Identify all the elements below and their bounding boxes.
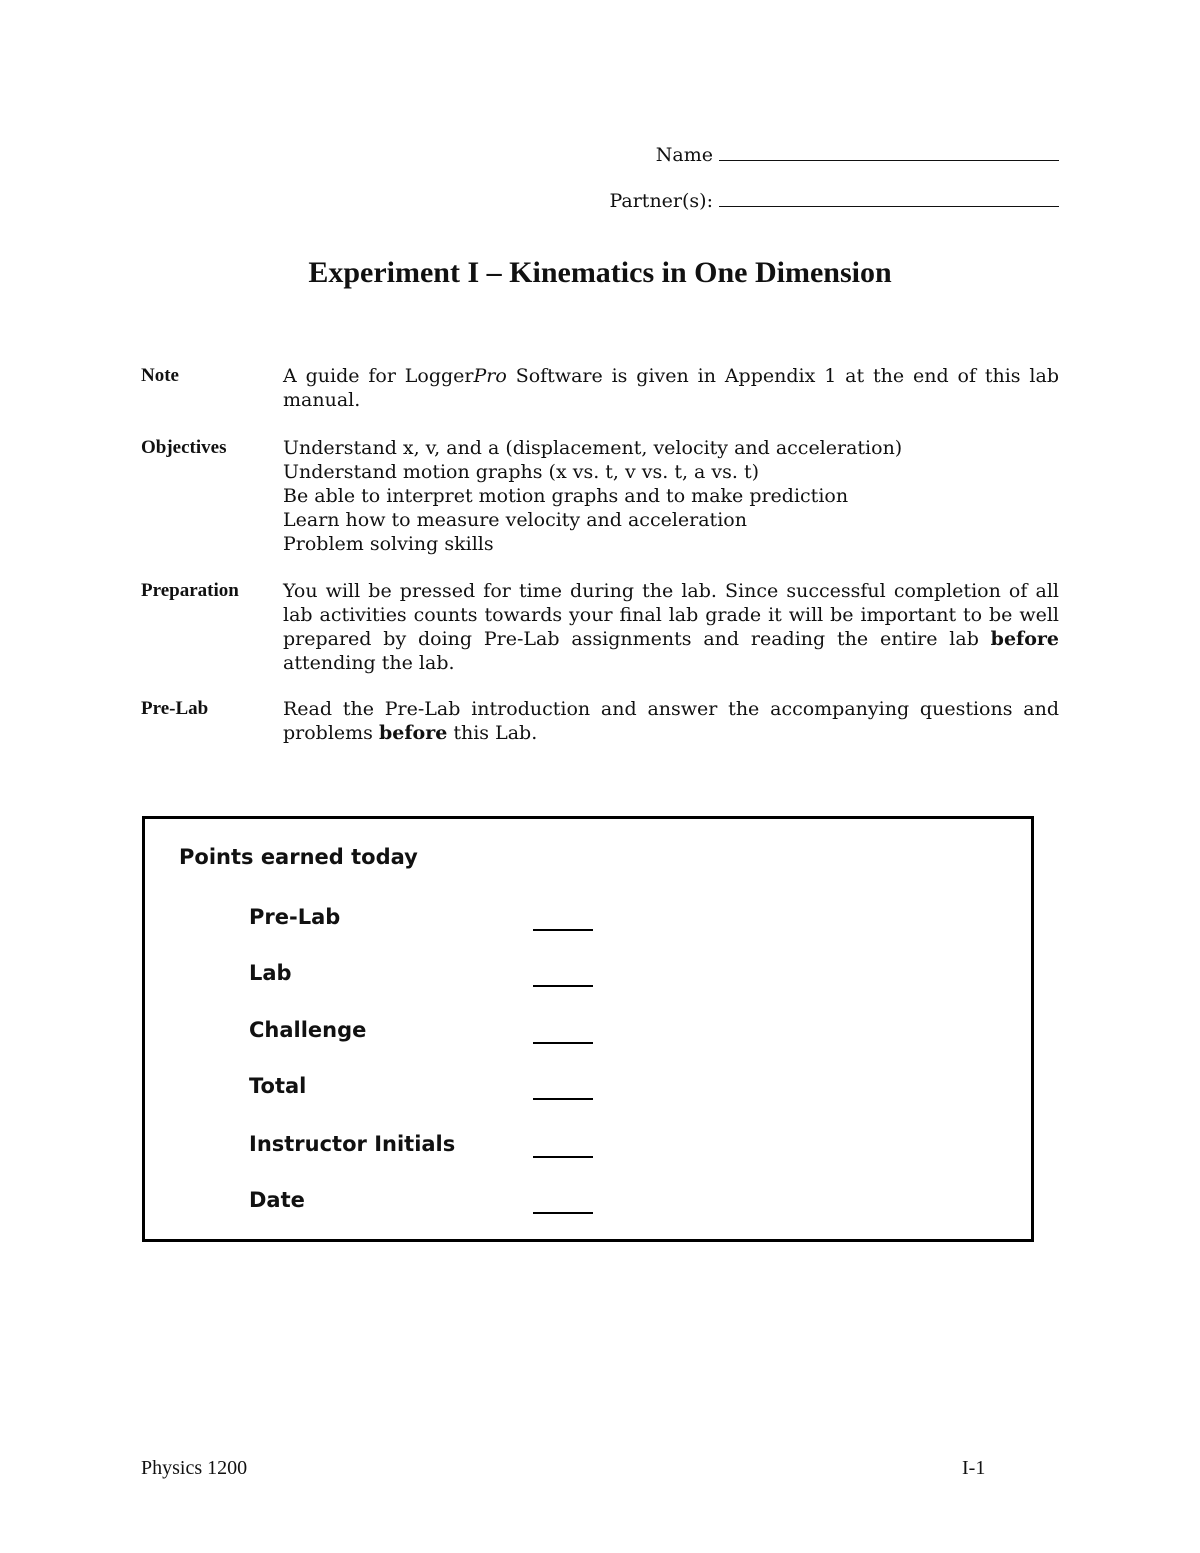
objective-item: Understand motion graphs (x vs. t, v vs. t, a vs. t) <box>283 461 760 483</box>
note-text-a: A guide for Logger <box>283 365 474 387</box>
points-row-label: Total <box>249 1074 307 1098</box>
section-label-note: Note <box>141 365 179 386</box>
section-note <box>141 364 1059 412</box>
partners-blank-line[interactable] <box>719 188 1059 207</box>
section-body-note <box>283 364 1059 412</box>
note-text-b: Software is given in Appendix 1 at the end of this lab manual. <box>283 365 1060 411</box>
points-row-prelab <box>249 905 649 935</box>
section-body-objectives <box>283 436 1059 556</box>
name-field[interactable] <box>656 142 1059 166</box>
page-title: Experiment I – Kinematics in One Dimension <box>308 256 892 289</box>
points-box <box>142 816 1034 1242</box>
section-label-prelab: Pre-Lab <box>141 698 209 719</box>
points-row-label: Lab <box>249 961 292 985</box>
section-body-preparation <box>283 579 1059 675</box>
name-blank-line[interactable] <box>719 142 1059 161</box>
points-row-label: Date <box>249 1188 305 1212</box>
points-row-label: Pre-Lab <box>249 905 341 929</box>
preparation-text-b: attending the lab. <box>283 652 455 674</box>
section-objectives <box>141 436 1059 556</box>
preparation-text-a: You will be pressed for time during the lab. Since successful completion of all lab activities counts towards your final lab grade it will be important to be well prepared by doing Pre-Lab assignments and reading the entire lab <box>283 580 1059 650</box>
points-blank-line[interactable] <box>533 1156 593 1158</box>
section-preparation <box>141 579 1059 675</box>
section-body-prelab <box>283 697 1059 745</box>
objective-item: Understand x, v, and a (displacement, velocity and acceleration) <box>283 437 903 459</box>
points-row-date <box>249 1188 649 1218</box>
partners-label: Partner(s): <box>609 190 713 212</box>
points-row-challenge <box>249 1018 649 1048</box>
footer-course: Physics 1200 <box>141 1457 248 1479</box>
section-label-objectives: Objectives <box>141 437 227 458</box>
objective-item: Problem solving skills <box>283 533 494 555</box>
name-label: Name <box>655 144 713 166</box>
points-row-lab <box>249 961 649 991</box>
note-text-italic: Pro <box>473 365 507 387</box>
prelab-text-bold: before <box>378 722 448 744</box>
points-row-label: Instructor Initials <box>249 1132 456 1156</box>
points-blank-line[interactable] <box>533 929 593 931</box>
prelab-text-b: this Lab. <box>447 722 538 744</box>
points-row-total <box>249 1074 649 1104</box>
objective-item: Learn how to measure velocity and acceleration <box>283 509 747 531</box>
section-prelab <box>141 697 1059 745</box>
section-label-preparation: Preparation <box>141 580 239 601</box>
footer-page-number: I-1 <box>962 1457 986 1479</box>
partners-field[interactable] <box>609 188 1059 212</box>
points-blank-line[interactable] <box>533 985 593 987</box>
objective-item: Be able to interpret motion graphs and to make prediction <box>283 485 849 507</box>
points-blank-line[interactable] <box>533 1042 593 1044</box>
points-row-instructor-initials <box>249 1132 649 1162</box>
preparation-text-bold: before <box>990 628 1059 650</box>
prelab-text-a: Read the Pre-Lab introduction and answer the accompanying questions and problems <box>283 698 1059 744</box>
points-title: Points earned today <box>179 845 418 869</box>
points-blank-line[interactable] <box>533 1098 593 1100</box>
points-row-label: Challenge <box>249 1018 367 1042</box>
points-blank-line[interactable] <box>533 1212 593 1214</box>
